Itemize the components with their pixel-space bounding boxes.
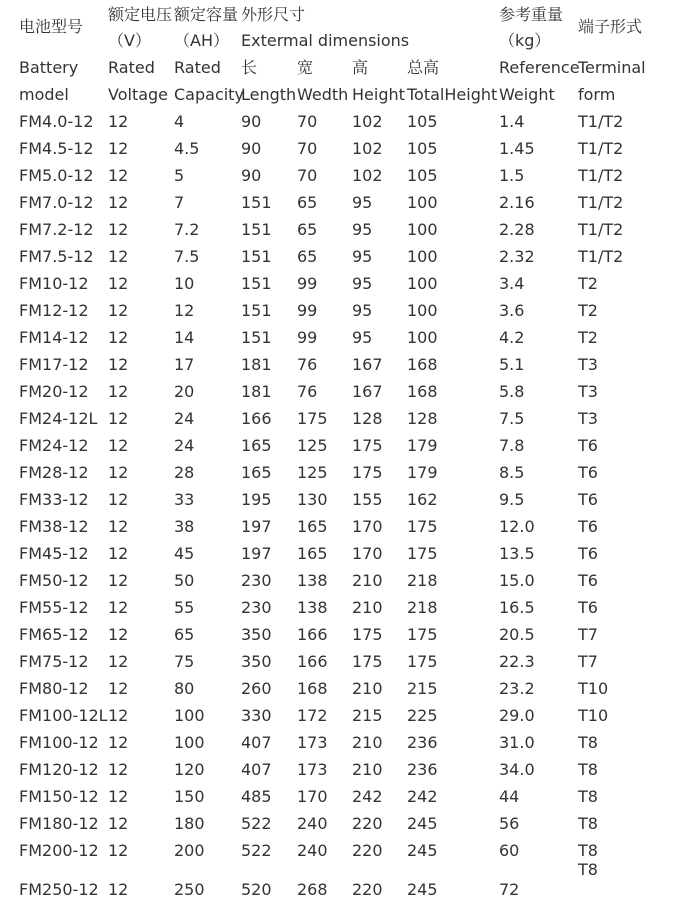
cell-width: 175: [297, 409, 328, 428]
cell-model: FM45-12: [19, 544, 89, 563]
cell-model: FM4.0-12: [19, 112, 94, 131]
cell-total-height: 175: [407, 517, 438, 536]
cell-height: 102: [352, 112, 383, 131]
cell-capacity: 7.2: [174, 220, 200, 239]
cell-capacity: 120: [174, 760, 205, 779]
cell-model: FM14-12: [19, 328, 89, 347]
cell-voltage: 12: [108, 436, 129, 455]
cell-voltage: 12: [108, 880, 129, 899]
cell-capacity: 24: [174, 436, 195, 455]
cell-width: 173: [297, 760, 328, 779]
cell-width: 125: [297, 463, 328, 482]
cell-height: 210: [352, 733, 383, 752]
cell-total-height: 128: [407, 409, 438, 428]
cell-capacity: 200: [174, 841, 205, 860]
header-model-en: Battery: [19, 58, 79, 77]
cell-height: 170: [352, 544, 383, 563]
cell-model: FM180-12: [19, 814, 99, 833]
header-weight-en-2: Weight: [499, 85, 555, 104]
cell-length: 151: [241, 193, 272, 212]
cell-model: FM150-12: [19, 787, 99, 806]
cell-total-height: 100: [407, 220, 438, 239]
cell-length: 90: [241, 112, 262, 131]
header-dimensions-zh: 外形尺寸: [241, 5, 306, 24]
cell-width: 168: [297, 679, 328, 698]
cell-terminal: T6: [578, 571, 598, 590]
header-weight-en: Reference: [499, 58, 580, 77]
cell-voltage: 12: [108, 517, 129, 536]
cell-length: 151: [241, 301, 272, 320]
cell-height: 167: [352, 382, 383, 401]
header-model-zh: 电池型号: [19, 17, 84, 36]
cell-weight: 1.4: [499, 112, 525, 131]
cell-weight: 60: [499, 841, 520, 860]
cell-height: 102: [352, 166, 383, 185]
cell-terminal: T1/T2: [578, 220, 624, 239]
cell-terminal: T6: [578, 544, 598, 563]
header-voltage-zh: 额定电压: [108, 5, 173, 24]
header-voltage-en: Rated: [108, 58, 155, 77]
cell-model: FM75-12: [19, 652, 89, 671]
cell-weight: 5.8: [499, 382, 525, 401]
cell-length: 165: [241, 463, 272, 482]
header-voltage-en-2: Voltage: [108, 85, 169, 104]
cell-model: FM24-12L: [19, 409, 98, 428]
cell-terminal: T7: [578, 625, 598, 644]
cell-weight: 2.32: [499, 247, 535, 266]
cell-length: 260: [241, 679, 272, 698]
header-total-height-zh: 总高: [407, 58, 440, 77]
header-total-height-en: TotalHeight: [407, 85, 498, 104]
cell-voltage: 12: [108, 544, 129, 563]
cell-weight: 3.4: [499, 274, 525, 293]
cell-terminal: T1/T2: [578, 247, 624, 266]
cell-length: 166: [241, 409, 272, 428]
cell-total-height: 105: [407, 139, 438, 158]
cell-terminal: T8: [578, 860, 598, 879]
cell-capacity: 38: [174, 517, 195, 536]
header-weight-zh: 参考重量: [499, 5, 564, 24]
header-capacity-unit: （AH）: [174, 31, 229, 50]
cell-terminal: T1/T2: [578, 112, 624, 131]
cell-capacity: 20: [174, 382, 195, 401]
cell-voltage: 12: [108, 841, 129, 860]
cell-length: 197: [241, 517, 272, 536]
cell-weight: 15.0: [499, 571, 535, 590]
cell-total-height: 100: [407, 301, 438, 320]
cell-capacity: 150: [174, 787, 205, 806]
cell-total-height: 236: [407, 760, 438, 779]
cell-terminal: T8: [578, 841, 598, 860]
cell-terminal: T2: [578, 274, 598, 293]
cell-height: 167: [352, 355, 383, 374]
cell-weight: 1.5: [499, 166, 525, 185]
cell-voltage: 12: [108, 679, 129, 698]
cell-weight: 5.1: [499, 355, 525, 374]
cell-total-height: 245: [407, 880, 438, 899]
cell-weight: 4.2: [499, 328, 525, 347]
cell-voltage: 12: [108, 328, 129, 347]
header-voltage-unit: （V）: [108, 31, 151, 50]
cell-height: 210: [352, 760, 383, 779]
cell-model: FM20-12: [19, 382, 89, 401]
cell-model: FM7.5-12: [19, 247, 94, 266]
cell-total-height: 175: [407, 652, 438, 671]
cell-height: 210: [352, 679, 383, 698]
cell-height: 95: [352, 220, 373, 239]
cell-terminal: T7: [578, 652, 598, 671]
cell-capacity: 24: [174, 409, 195, 428]
cell-width: 138: [297, 598, 328, 617]
cell-total-height: 225: [407, 706, 438, 725]
header-weight-unit: （kg）: [499, 31, 551, 50]
cell-width: 70: [297, 139, 318, 158]
cell-model: FM33-12: [19, 490, 89, 509]
cell-total-height: 105: [407, 166, 438, 185]
cell-height: 170: [352, 517, 383, 536]
cell-terminal: T1/T2: [578, 139, 624, 158]
cell-width: 165: [297, 544, 328, 563]
cell-height: 95: [352, 274, 373, 293]
cell-total-height: 105: [407, 112, 438, 131]
cell-weight: 1.45: [499, 139, 535, 158]
cell-terminal: T6: [578, 463, 598, 482]
cell-total-height: 100: [407, 274, 438, 293]
cell-width: 99: [297, 274, 318, 293]
cell-width: 172: [297, 706, 328, 725]
cell-length: 151: [241, 328, 272, 347]
cell-voltage: 12: [108, 301, 129, 320]
cell-capacity: 65: [174, 625, 195, 644]
cell-length: 522: [241, 814, 272, 833]
cell-voltage: 12: [108, 139, 129, 158]
cell-length: 195: [241, 490, 272, 509]
cell-weight: 3.6: [499, 301, 525, 320]
cell-model: FM80-12: [19, 679, 89, 698]
cell-total-height: 100: [407, 247, 438, 266]
cell-width: 70: [297, 166, 318, 185]
cell-width: 65: [297, 193, 318, 212]
header-terminal-en-2: form: [578, 85, 616, 104]
cell-capacity: 10: [174, 274, 195, 293]
cell-length: 330: [241, 706, 272, 725]
header-capacity-en-2: Capacity: [174, 85, 244, 104]
cell-height: 95: [352, 247, 373, 266]
cell-terminal: T2: [578, 328, 598, 347]
cell-length: 165: [241, 436, 272, 455]
cell-model: FM7.2-12: [19, 220, 94, 239]
cell-capacity: 55: [174, 598, 195, 617]
cell-voltage: 12: [108, 382, 129, 401]
cell-capacity: 7.5: [174, 247, 200, 266]
header-height-en: Height: [352, 85, 405, 104]
cell-capacity: 5: [174, 166, 185, 185]
cell-capacity: 4.5: [174, 139, 200, 158]
cell-length: 520: [241, 880, 272, 899]
cell-length: 522: [241, 841, 272, 860]
cell-height: 155: [352, 490, 383, 509]
cell-total-height: 175: [407, 544, 438, 563]
cell-height: 210: [352, 571, 383, 590]
cell-weight: 44: [499, 787, 520, 806]
cell-voltage: 12: [108, 409, 129, 428]
cell-length: 230: [241, 598, 272, 617]
cell-height: 242: [352, 787, 383, 806]
cell-terminal: T3: [578, 382, 598, 401]
cell-voltage: 12: [108, 274, 129, 293]
cell-total-height: 179: [407, 436, 438, 455]
cell-voltage: 12: [108, 706, 129, 725]
cell-model: FM55-12: [19, 598, 89, 617]
cell-voltage: 12: [108, 787, 129, 806]
cell-height: 95: [352, 193, 373, 212]
cell-length: 151: [241, 247, 272, 266]
cell-width: 165: [297, 517, 328, 536]
cell-length: 350: [241, 625, 272, 644]
cell-length: 230: [241, 571, 272, 590]
cell-model: FM24-12: [19, 436, 89, 455]
cell-model: FM28-12: [19, 463, 89, 482]
cell-model: FM7.0-12: [19, 193, 94, 212]
cell-height: 102: [352, 139, 383, 158]
cell-model: FM200-12: [19, 841, 99, 860]
cell-weight: 7.8: [499, 436, 525, 455]
cell-terminal: T10: [578, 706, 609, 725]
cell-weight: 23.2: [499, 679, 535, 698]
cell-capacity: 33: [174, 490, 195, 509]
cell-terminal: T6: [578, 436, 598, 455]
cell-width: 65: [297, 220, 318, 239]
header-terminal-zh: 端子形式: [578, 17, 643, 36]
cell-capacity: 50: [174, 571, 195, 590]
cell-length: 197: [241, 544, 272, 563]
cell-voltage: 12: [108, 625, 129, 644]
cell-voltage: 12: [108, 760, 129, 779]
cell-capacity: 14: [174, 328, 195, 347]
cell-total-height: 245: [407, 814, 438, 833]
cell-total-height: 218: [407, 598, 438, 617]
cell-length: 485: [241, 787, 272, 806]
header-model-en-2: model: [19, 85, 69, 104]
cell-capacity: 28: [174, 463, 195, 482]
cell-height: 220: [352, 814, 383, 833]
cell-capacity: 80: [174, 679, 195, 698]
cell-terminal: T10: [578, 679, 609, 698]
cell-voltage: 12: [108, 814, 129, 833]
header-capacity-zh: 额定容量: [174, 5, 239, 24]
cell-weight: 8.5: [499, 463, 525, 482]
cell-terminal: T1/T2: [578, 193, 624, 212]
cell-capacity: 100: [174, 733, 205, 752]
cell-voltage: 12: [108, 490, 129, 509]
cell-weight: 72: [499, 880, 520, 899]
cell-length: 151: [241, 220, 272, 239]
cell-width: 76: [297, 355, 318, 374]
cell-weight: 20.5: [499, 625, 535, 644]
cell-voltage: 12: [108, 652, 129, 671]
cell-capacity: 4: [174, 112, 185, 131]
cell-terminal: T6: [578, 490, 598, 509]
cell-width: 130: [297, 490, 328, 509]
cell-weight: 2.16: [499, 193, 535, 212]
cell-model: FM12-12: [19, 301, 89, 320]
cell-weight: 2.28: [499, 220, 535, 239]
cell-capacity: 45: [174, 544, 195, 563]
cell-length: 90: [241, 139, 262, 158]
cell-total-height: 215: [407, 679, 438, 698]
cell-terminal: T1/T2: [578, 166, 624, 185]
cell-total-height: 162: [407, 490, 438, 509]
cell-terminal: T8: [578, 760, 598, 779]
cell-model: FM38-12: [19, 517, 89, 536]
cell-terminal: T6: [578, 517, 598, 536]
cell-weight: 22.3: [499, 652, 535, 671]
cell-voltage: 12: [108, 571, 129, 590]
cell-total-height: 245: [407, 841, 438, 860]
cell-model: FM50-12: [19, 571, 89, 590]
cell-width: 166: [297, 652, 328, 671]
cell-terminal: T8: [578, 814, 598, 833]
cell-terminal: T3: [578, 355, 598, 374]
cell-weight: 56: [499, 814, 520, 833]
cell-capacity: 12: [174, 301, 195, 320]
cell-width: 65: [297, 247, 318, 266]
header-length-zh: 长: [241, 58, 258, 77]
cell-height: 95: [352, 301, 373, 320]
cell-voltage: 12: [108, 247, 129, 266]
cell-weight: 29.0: [499, 706, 535, 725]
cell-model: FM120-12: [19, 760, 99, 779]
header-length-en: Length: [241, 85, 297, 104]
cell-model: FM17-12: [19, 355, 89, 374]
cell-total-height: 100: [407, 328, 438, 347]
cell-model: FM100-12L: [19, 706, 108, 725]
cell-terminal: T3: [578, 409, 598, 428]
cell-height: 175: [352, 463, 383, 482]
cell-height: 220: [352, 841, 383, 860]
header-width-zh: 宽: [297, 58, 314, 77]
cell-voltage: 12: [108, 598, 129, 617]
cell-capacity: 75: [174, 652, 195, 671]
cell-width: 76: [297, 382, 318, 401]
cell-height: 215: [352, 706, 383, 725]
cell-capacity: 17: [174, 355, 195, 374]
cell-height: 95: [352, 328, 373, 347]
cell-width: 70: [297, 112, 318, 131]
cell-capacity: 250: [174, 880, 205, 899]
cell-width: 125: [297, 436, 328, 455]
cell-width: 268: [297, 880, 328, 899]
cell-voltage: 12: [108, 166, 129, 185]
cell-width: 240: [297, 814, 328, 833]
cell-terminal: T2: [578, 301, 598, 320]
cell-total-height: 242: [407, 787, 438, 806]
cell-total-height: 168: [407, 355, 438, 374]
cell-total-height: 218: [407, 571, 438, 590]
cell-voltage: 12: [108, 193, 129, 212]
cell-width: 170: [297, 787, 328, 806]
cell-weight: 12.0: [499, 517, 535, 536]
header-capacity-en: Rated: [174, 58, 221, 77]
cell-terminal: T8: [578, 787, 598, 806]
cell-voltage: 12: [108, 220, 129, 239]
cell-weight: 9.5: [499, 490, 525, 509]
cell-width: 240: [297, 841, 328, 860]
cell-model: FM100-12: [19, 733, 99, 752]
cell-width: 99: [297, 301, 318, 320]
cell-length: 407: [241, 760, 272, 779]
cell-length: 407: [241, 733, 272, 752]
cell-capacity: 7: [174, 193, 185, 212]
cell-height: 175: [352, 625, 383, 644]
cell-voltage: 12: [108, 112, 129, 131]
cell-height: 220: [352, 880, 383, 899]
cell-width: 166: [297, 625, 328, 644]
cell-model: FM10-12: [19, 274, 89, 293]
cell-terminal: T6: [578, 598, 598, 617]
cell-total-height: 179: [407, 463, 438, 482]
cell-capacity: 180: [174, 814, 205, 833]
cell-model: FM5.0-12: [19, 166, 94, 185]
cell-weight: 31.0: [499, 733, 535, 752]
cell-voltage: 12: [108, 463, 129, 482]
cell-voltage: 12: [108, 733, 129, 752]
header-width-en: Wedth: [297, 85, 349, 104]
cell-weight: 13.5: [499, 544, 535, 563]
cell-length: 350: [241, 652, 272, 671]
header-height-zh: 高: [352, 58, 369, 77]
cell-weight: 7.5: [499, 409, 525, 428]
cell-width: 99: [297, 328, 318, 347]
header-dimensions-en: Extermal dimensions: [241, 31, 410, 50]
cell-length: 181: [241, 355, 272, 374]
cell-height: 210: [352, 598, 383, 617]
cell-total-height: 175: [407, 625, 438, 644]
cell-width: 138: [297, 571, 328, 590]
cell-weight: 34.0: [499, 760, 535, 779]
header-terminal-en: Terminal: [578, 58, 646, 77]
cell-terminal: T8: [578, 733, 598, 752]
cell-length: 181: [241, 382, 272, 401]
cell-length: 90: [241, 166, 262, 185]
cell-length: 151: [241, 274, 272, 293]
cell-height: 175: [352, 436, 383, 455]
cell-model: FM4.5-12: [19, 139, 94, 158]
cell-model: FM65-12: [19, 625, 89, 644]
cell-voltage: 12: [108, 355, 129, 374]
cell-capacity: 100: [174, 706, 205, 725]
cell-total-height: 168: [407, 382, 438, 401]
cell-total-height: 236: [407, 733, 438, 752]
cell-weight: 16.5: [499, 598, 535, 617]
cell-width: 173: [297, 733, 328, 752]
cell-model: FM250-12: [19, 880, 99, 899]
cell-total-height: 100: [407, 193, 438, 212]
cell-height: 128: [352, 409, 383, 428]
cell-height: 175: [352, 652, 383, 671]
